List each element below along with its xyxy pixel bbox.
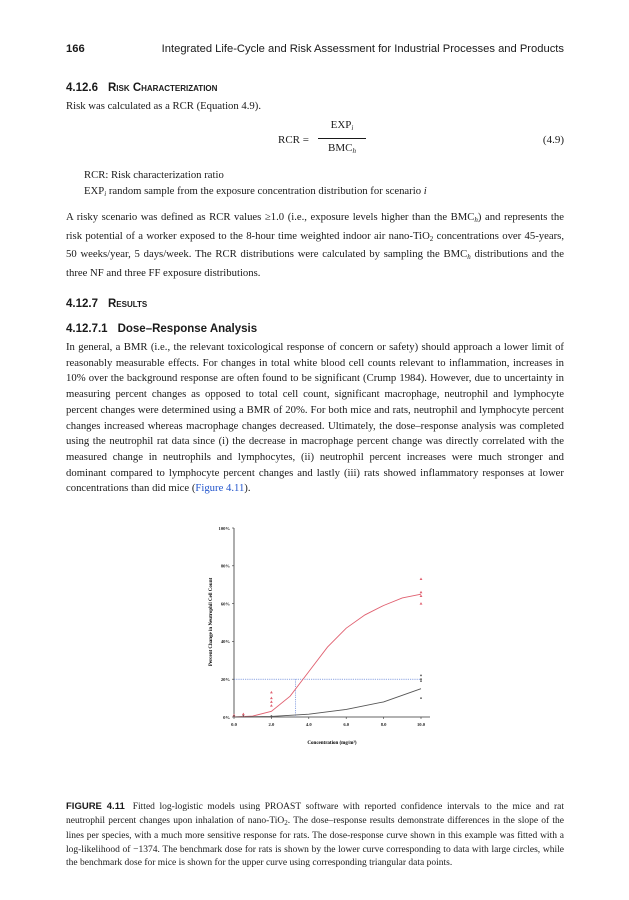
- dose-response-chart: [196, 520, 436, 780]
- mouse-data-point: [420, 680, 422, 682]
- risky-text-3: concentrations over 45-years, 50 weeks/year, 5 days/week. The RCR distributions were calculated by sampling the BMC: [66, 229, 565, 261]
- definition-exp-sub: i: [104, 190, 107, 198]
- risky-text-1: A risky scenario was defined as RCR values ≥1.0 (i.e., exposure levels higher than the BMC: [66, 211, 475, 223]
- equation-lhs: RCR =: [278, 134, 309, 146]
- definition-exp-text: random sample from the exposure concentration distribution for scenario: [106, 185, 424, 197]
- x-tick-label: 10.0: [416, 722, 426, 727]
- page-number: 166: [66, 43, 85, 55]
- mouse-data-point: [420, 678, 422, 680]
- section-title: Risk Characterization: [107, 82, 218, 94]
- risky-text-2: ) and represents the risk potential of a worker exposed to the 8-hour time weighted indoor air nano-TiO: [66, 211, 564, 242]
- rat-data-point: [420, 595, 423, 598]
- y-axis-label: Percent Change in Neutrophil Cell Count: [209, 577, 214, 667]
- y-tick-group: [219, 526, 234, 720]
- section-number: 4.12.6: [66, 82, 98, 94]
- figure-link[interactable]: Figure 4.11: [195, 482, 245, 495]
- rat-data-point: [420, 591, 423, 594]
- figure-label: FIGURE 4.11: [66, 801, 125, 812]
- mouse-data-point: [420, 675, 422, 677]
- fraction-bar: [318, 138, 366, 139]
- rat-data-point: [242, 713, 245, 716]
- section-heading-risk: [66, 82, 217, 94]
- rat-data-point: [270, 697, 273, 700]
- definition-exp-var: i: [423, 185, 427, 197]
- mouse-data-point: [271, 715, 273, 717]
- x-tick-label: 8.0: [380, 722, 387, 727]
- caption-sub: 2: [284, 818, 288, 827]
- equation-denominator-sub: h: [352, 147, 356, 155]
- x-tick-label: 4.0: [305, 722, 312, 727]
- dose-response-end: ).: [244, 482, 251, 495]
- dose-response-text: In general, a BMR (i.e., the relevant toxicological response of concern or safety) should approach a lower limit of reasonably measurable effects. For changes in total white blood cell counts relevant to inflammation, increases in 10% over the background response are often found to be significant (Crump 1984). However, due to uncertainty in measuring percent changes as opposed to total cell count, significant macrophage, neutrophil and lymphocyte percent changes were determined using a BMR of 20%. For both mice and rats, neutrophil and lymphocyte percent changes increased whereas macrophage changes decreased. Ultimately, the dose–response analysis was completed using the neutrophil rat data since (i) the decrease in macrophage percent change was directly correlated with the measured change in neutrophils and lymphocytes, (ii) neutrophil percent increases were much stronger and dominant compared to lymphocyte percent changes and lastly (iii) rats showed inflammatory responses at lower concentrations than did mice (: [66, 341, 564, 495]
- x-tick-label: 6.0: [343, 722, 350, 727]
- section-title: Results: [107, 298, 148, 310]
- risky-sub-1: h: [474, 216, 478, 224]
- definition-exp-prefix: EXP: [84, 185, 105, 197]
- rat-data-point: [420, 602, 423, 605]
- definition-exp: [84, 184, 427, 203]
- fitted-curves: [234, 594, 421, 717]
- dose-response-paragraph: [66, 340, 564, 497]
- x-axis-label: Concentration (mg/m³): [307, 741, 357, 746]
- risky-text-4: distributions and the three NF and three FF exposure distributions.: [66, 248, 564, 280]
- equation-numerator-sub: i: [351, 124, 354, 132]
- mouse-fitted-curve: [234, 689, 421, 717]
- section-heading-results: [66, 298, 147, 310]
- x-tick-label: 0.0: [231, 722, 237, 727]
- section-number: 4.12.7: [66, 298, 98, 310]
- risky-sub-2: 2: [429, 234, 434, 243]
- mouse-data-point: [233, 715, 235, 717]
- rat-data-point: [270, 700, 273, 703]
- mouse-data-point: [242, 715, 244, 717]
- equation-fraction: [318, 118, 366, 159]
- figure-caption: [66, 800, 564, 871]
- y-tick-label: 80%: [220, 563, 230, 569]
- equation-numerator: EXP: [330, 119, 352, 131]
- x-tick-label: 2.0: [268, 722, 275, 727]
- subsection-heading-dose-response: [66, 323, 257, 335]
- y-tick-label: 0%: [223, 714, 230, 720]
- equation-denominator: BMC: [328, 142, 353, 154]
- definition-rcr: RCR: Risk characterization ratio: [84, 169, 224, 181]
- subsection-number: 4.12.7.1: [66, 323, 108, 335]
- risky-scenario-paragraph: [66, 210, 564, 282]
- rat-data-point: [270, 704, 273, 707]
- y-tick-label: 100%: [218, 525, 230, 531]
- caption-text-2: . The dose–response results demonstrate differences in the slope of the lines per species, with a much more sensitive response for rats. The dose-response curve shown in this example was fitted with a log-likelihood of −1374. The benchmark dose for rats is shown by the lower curve corresponding to data with large circles, while the benchmark dose for mice is shown for the upper curve using corresponding triangular data points.: [66, 815, 564, 868]
- y-tick-label: 40%: [220, 639, 230, 645]
- mouse-data-point: [420, 697, 422, 699]
- subsection-title: Dose–Response Analysis: [117, 323, 258, 335]
- y-tick-label: 60%: [220, 601, 230, 607]
- risk-intro: Risk was calculated as a RCR (Equation 4.9).: [66, 100, 262, 112]
- y-tick-label: 20%: [220, 677, 230, 682]
- running-title: Integrated Life-Cycle and Risk Assessment for Industrial Processes and Products: [161, 43, 564, 55]
- rat-data-point: [270, 691, 273, 694]
- risky-sub-3: h: [467, 253, 471, 262]
- x-tick-group: [231, 717, 426, 727]
- rat-data-point: [420, 578, 423, 581]
- caption-text-1: Fitted log-logistic models using PROAST software with reported confidence intervals to the mice and rat neutrophil percent changes upon inhalation of nano-TiO: [66, 802, 564, 826]
- equation-number: (4.9): [542, 134, 564, 146]
